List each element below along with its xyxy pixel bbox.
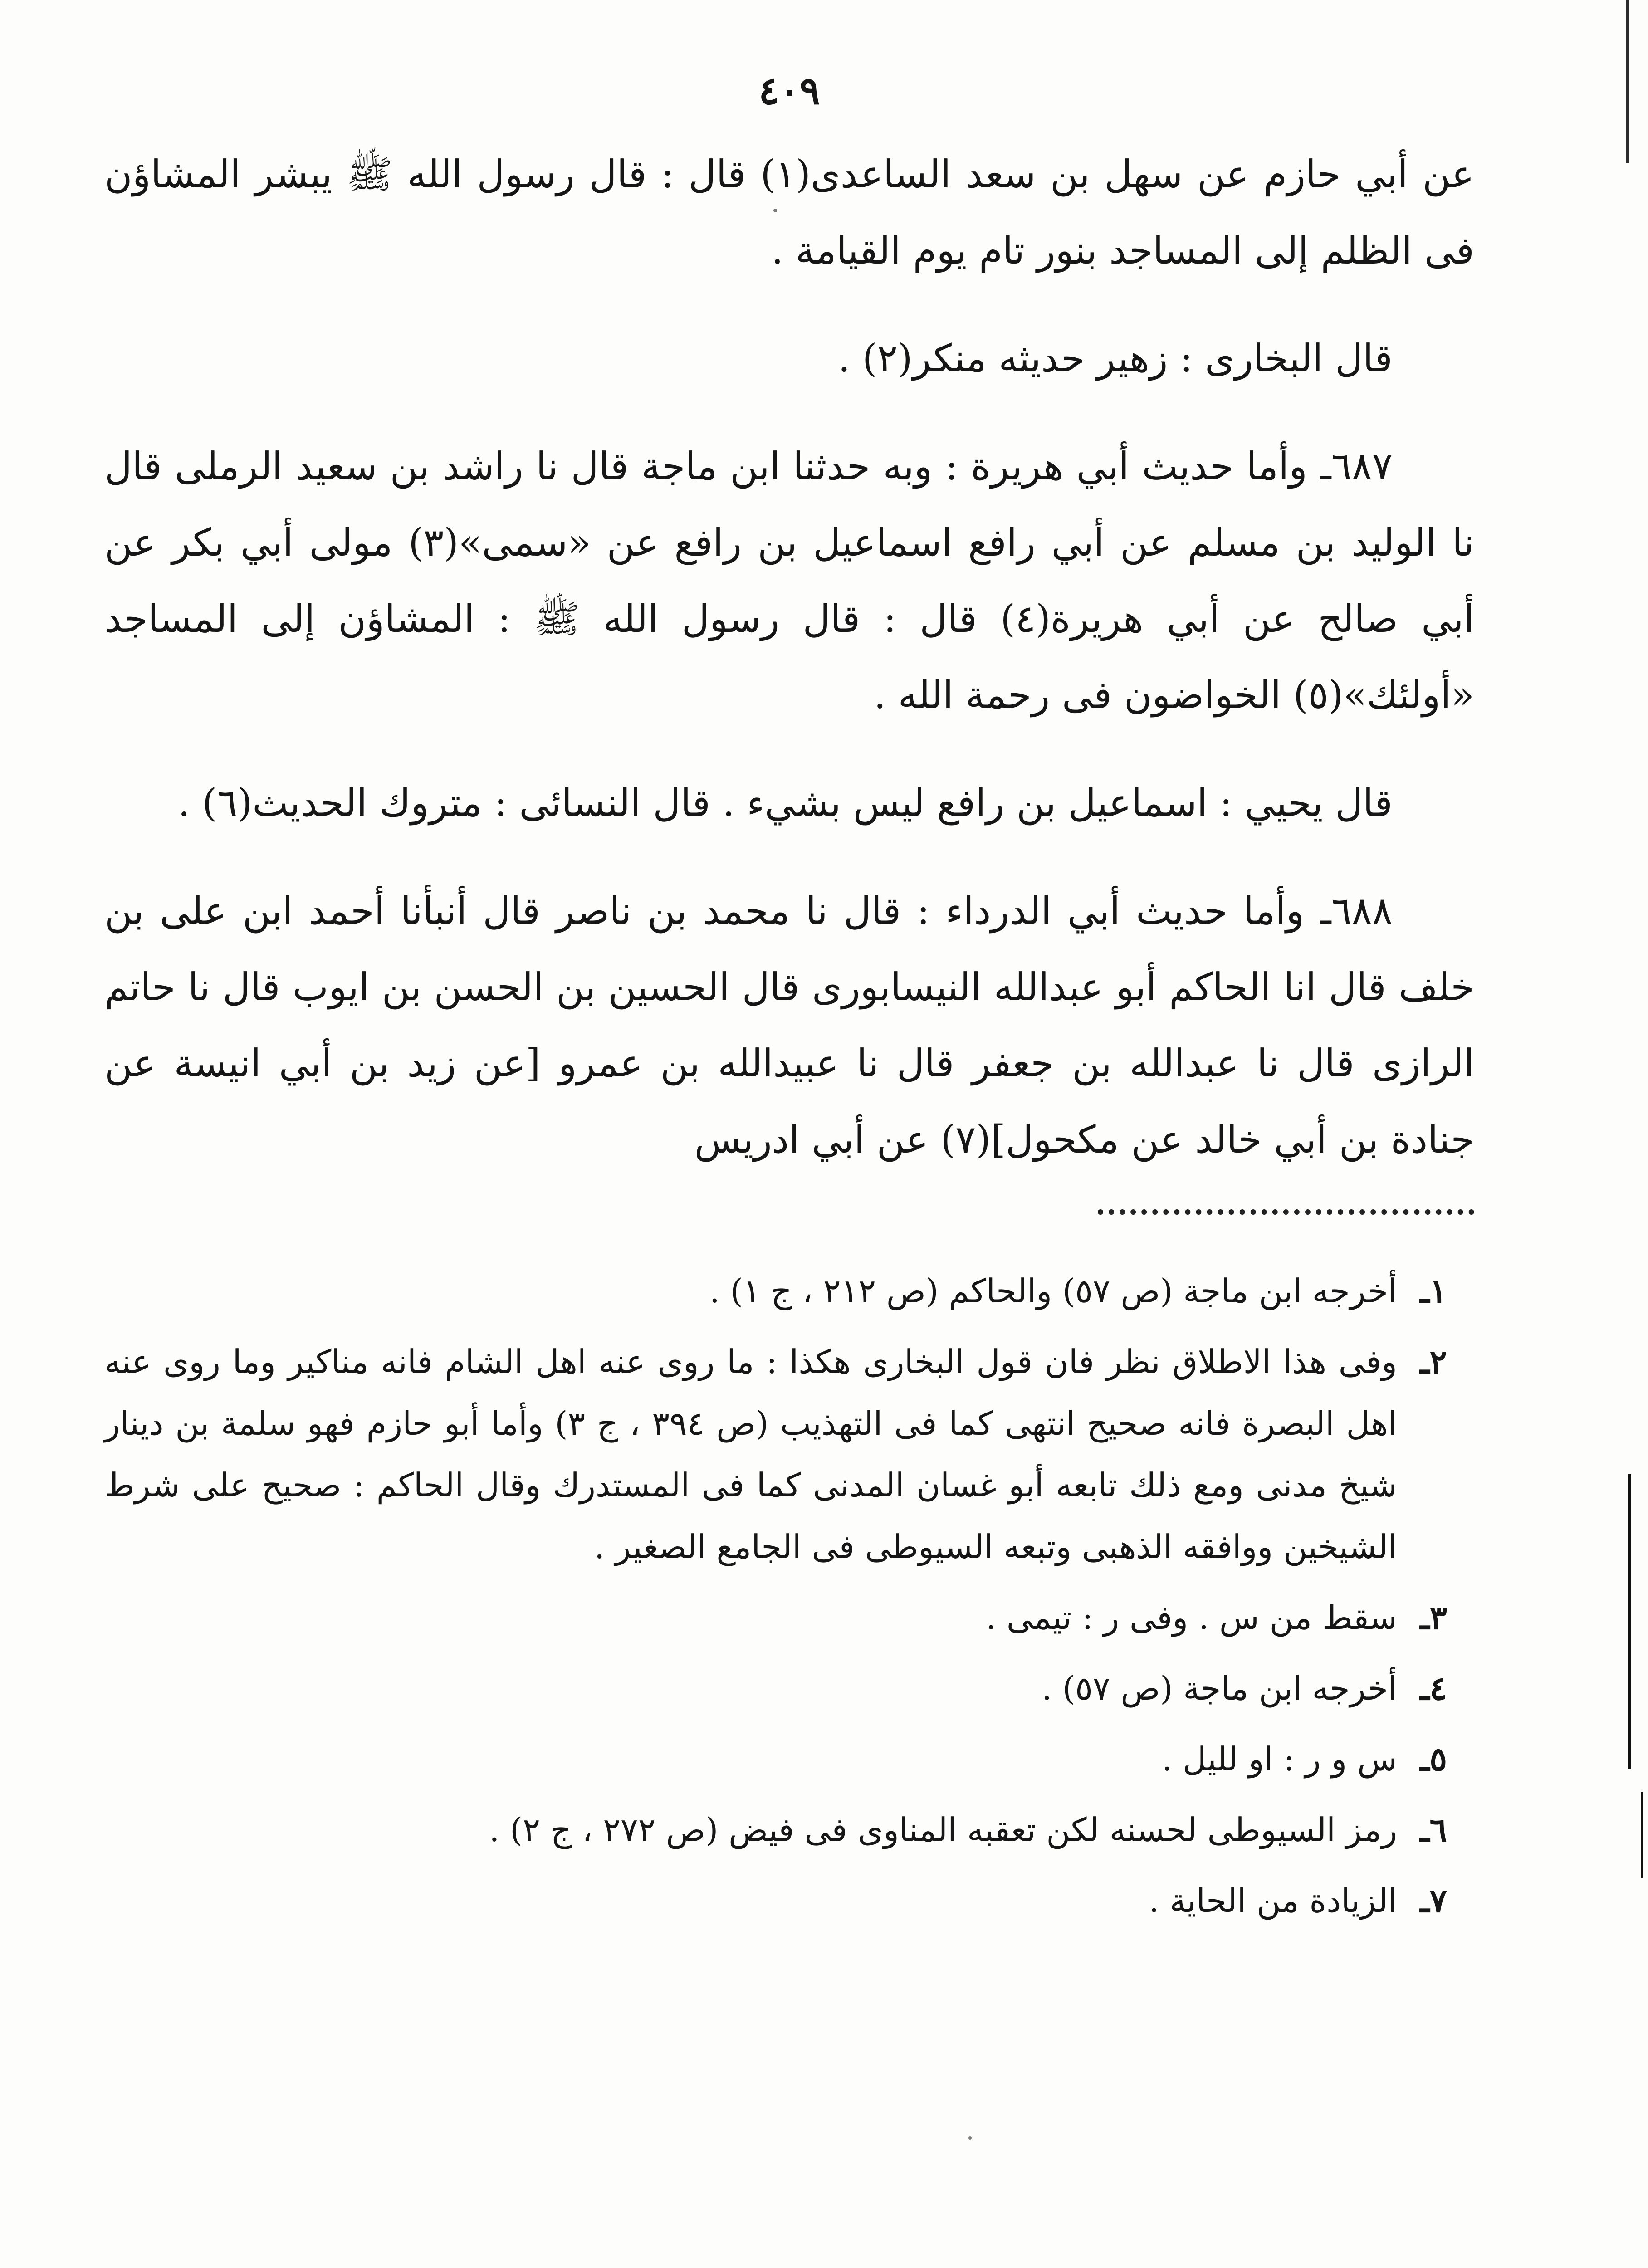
footnote	[104, 1260, 1447, 1322]
page-number: ٤٠٩	[758, 68, 820, 113]
footnotes	[104, 1260, 1474, 1931]
footnote	[104, 1870, 1447, 1931]
footnote-text: رمز السيوطى لحسنه لكن تعقبه المناوى فى فيض (ص ٢٧٢ ، ج ٢) .	[489, 1811, 1397, 1849]
footnote	[104, 1799, 1447, 1861]
footnote-text: أخرجه ابن ماجة (ص ٥٧) .	[1042, 1669, 1397, 1707]
footnote-separator	[1098, 1209, 1474, 1215]
footnote-number: ٢ـ	[1420, 1342, 1447, 1381]
commentary-paragraph: قال يحيي : اسماعيل بن رافع ليس بشيء . قال النسائى : متروك الحديث(٦) .	[178, 781, 1393, 825]
scan-speck	[968, 2136, 972, 2140]
footnote-text: وفى هذا الاطلاق نظر فان قول البخارى هكذا : ما روى عنه اهل الشام فانه مناكير وما روى عنه اهل البصرة فانه صحيح انتهى كما فى التهذيب (ص ٣٩٤ ، ج ٣) وأما أبو حازم فهو سلمة بن دينار شيخ مدنى ومع ذلك تابعه أبو غسان المدنى كما فى المستدرك وقال الحاكم : صحيح على شرط الشيخين ووافقه الذهبى وتبعه السيوطى فى الجامع الصغير .	[104, 1343, 1398, 1566]
hadith-paragraph: ٦٨٧ـ وأما حديث أبي هريرة : وبه حدثنا ابن ماجة قال نا راشد بن سعيد الرملى قال نا الوليد بن مسلم عن أبي رافع اسماعيل بن رافع عن «سمى»(٣) مولى أبي بكر عن أبي صالح عن أبي هريرة(٤) قال : قال رسول الله ﷺ : المشاؤن إلى المساجد «أولئك»(٥) الخواضون فى رحمة الله .	[104, 444, 1475, 717]
footnote-text: أخرجه ابن ماجة (ص ٥٧) والحاكم (ص ٢١٢ ، ج ١) .	[709, 1272, 1397, 1310]
footnote-number: ٦ـ	[1420, 1810, 1447, 1849]
footnote-number: ٤ـ	[1420, 1669, 1447, 1707]
margin-mark	[1641, 1792, 1643, 1878]
footnote-text: الزيادة من الحاية .	[1149, 1882, 1397, 1920]
footnote	[104, 1587, 1447, 1648]
footnote-number: ١ـ	[1420, 1271, 1447, 1310]
footnote-number: ٣ـ	[1420, 1598, 1447, 1637]
footnote	[104, 1728, 1447, 1790]
commentary-paragraph: قال البخارى : زهير حديثه منكر(٢) .	[838, 336, 1393, 381]
footnote-number: ٧ـ	[1420, 1881, 1447, 1920]
footnote-text: س و ر : او لليل .	[1162, 1740, 1397, 1778]
footnote-text: سقط من س . وفى ر : تيمى .	[986, 1598, 1397, 1637]
page-content	[104, 64, 1474, 1941]
margin-mark	[1628, 1474, 1631, 1769]
footnote-number: ٥ـ	[1420, 1740, 1447, 1778]
footnote	[104, 1331, 1447, 1578]
hadith-paragraph: عن أبي حازم عن سهل بن سعد الساعدى(١) قال : قال رسول الله ﷺ يبشر المشاؤن فى الظلم إلى المساجد بنور تام يوم القيامة .	[104, 152, 1475, 273]
footnote	[104, 1657, 1447, 1719]
hadith-paragraph: ٦٨٨ـ وأما حديث أبي الدرداء : قال نا محمد بن ناصر قال أنبأنا أحمد ابن على بن خلف قال انا الحاكم أبو عبدالله النيسابورى قال الحسين بن الحسن بن ايوب قال نا حاتم الرازى قال نا عبدالله بن جعفر قال نا عبيدالله بن عمرو [عن زيد بن أبي انيسة عن جنادة بن أبي خالد عن مكحول](٧) عن أبي ادريس	[104, 889, 1474, 1162]
binding-mark	[1626, 0, 1629, 163]
